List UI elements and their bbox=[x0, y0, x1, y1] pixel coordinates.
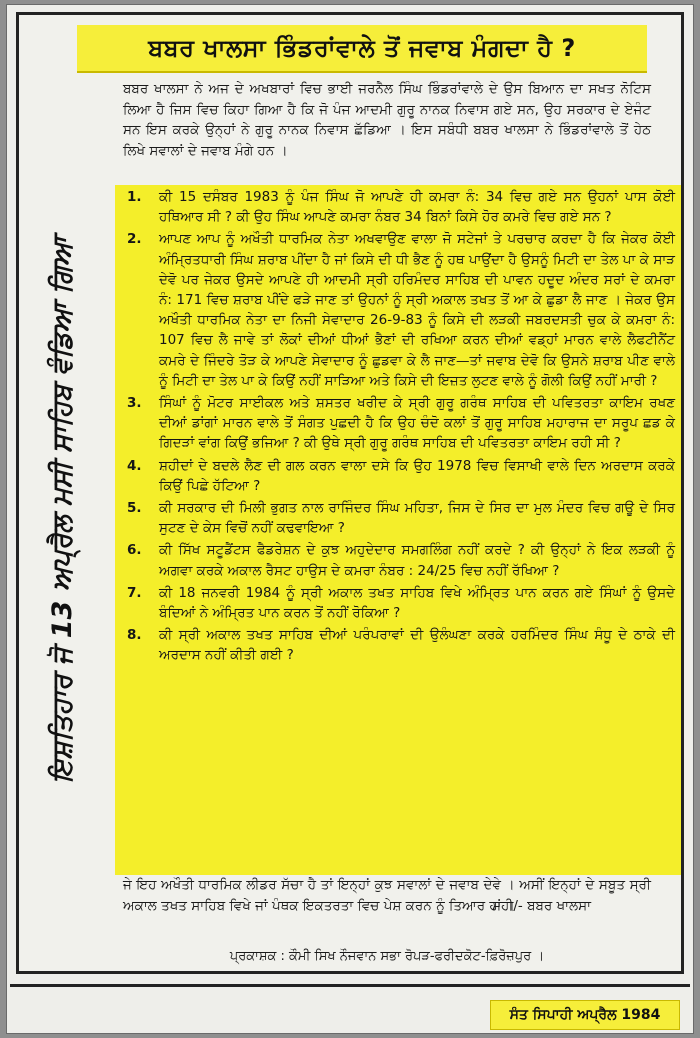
newspaper-page bbox=[6, 4, 694, 1034]
source-tag: ਸੰਤ ਸਿਪਾਹੀ ਅਪ੍ਰੈਲ 1984 bbox=[490, 1000, 680, 1030]
question-number: 8. bbox=[127, 627, 142, 644]
question-item bbox=[115, 229, 675, 391]
question-text: ਕੀ ਸਰਕਾਰ ਦੀ ਮਿਲੀ ਭੁਗਤ ਨਾਲ ਰਾਜਿੰਦਰ ਸਿੰਘ ਮਹਿਤਾ, ਜਿਸ ਦੇ ਸਿਰ ਦਾ ਮੁਲ ਮੰਦਰ ਵਿਚ ਗਊ ਦੇ ਸਿਰ ਸੁਟਣ ਦੇ ਕੇਸ ਵਿਚੋਂ ਨਹੀਂ ਕਢਵਾਇਆ ? bbox=[159, 500, 675, 537]
question-text: ਕੀ 15 ਦਸੰਬਰ 1983 ਨੂੰ ਪੰਜ ਸਿੰਘ ਜੋ ਆਪਣੇ ਹੀ ਕਮਰਾ ਨੰ: 34 ਵਿਚ ਗਏ ਸਨ ਉਹਨਾਂ ਪਾਸ ਕੋਈ ਹਥਿਆਰ ਸੀ ? ਕੀ ਉਹ ਸਿੰਘ ਆਪਣੇ ਕਮਰਾ ਨੰਬਰ 34 ਬਿਨਾਂ ਕਿਸੇ ਹੋਰ ਕਮਰੇ ਵਿਚ ਗਏ ਸਨ ? bbox=[159, 189, 675, 226]
question-item bbox=[115, 498, 675, 538]
question-number: 5. bbox=[127, 500, 142, 517]
question-number: 2. bbox=[127, 231, 142, 248]
question-number: 1. bbox=[127, 189, 142, 205]
question-text: ਸ਼ਹੀਦਾਂ ਦੇ ਬਦਲੇ ਲੈਣ ਦੀ ਗਲ ਕਰਨ ਵਾਲਾ ਦਸੇ ਕਿ ਉਹ 1978 ਵਿਚ ਵਿਸਾਖੀ ਵਾਲੇ ਦਿਨ ਅਰਦਾਸ ਕਰਕੇ ਕਿਉਂ ਪਿਛੇ ਹੱਟਿਆ ? bbox=[159, 457, 675, 494]
closing-paragraph bbox=[123, 875, 651, 917]
question-item bbox=[115, 393, 675, 454]
intro-paragraph: ਬਬਰ ਖਾਲਸਾ ਨੇ ਅਜ ਦੇ ਅਖਬਾਰਾਂ ਵਿਚ ਭਾਈ ਜਰਨੈਲ ਸਿੰਘ ਭਿੰਡਰਾਂਵਾਲੇ ਦੇ ਉਸ ਬਿਆਨ ਦਾ ਸਖਤ ਨੋਟਿਸ ਲਿਆ ਹੈ ਜਿਸ ਵਿਚ ਕਿਹਾ ਗਿਆ ਹੈ ਕਿ ਜੋ ਪੰਜ ਆਦਮੀ ਗੁਰੂ ਨਾਨਕ ਨਿਵਾਸ ਗਏ ਸਨ, ਉਹ ਸਰਕਾਰ ਦੇ ਏਜੰਟ ਸਨ ਇਸ ਕਰਕੇ ਉਨ੍ਹਾਂ ਨੇ ਗੁਰੂ ਨਾਨਕ ਨਿਵਾਸ ਛੱਡਿਆ । ਇਸ ਸਬੰਧੀ ਬਬਰ ਖਾਲਸਾ ਨੇ ਭਿੰਡਰਾਂਵਾਲੇ ਤੋਂ ਹੇਠ ਲਿਖੇ ਸਵਾਲਾਂ ਦੇ ਜਵਾਬ ਮੰਗੇ ਹਨ । bbox=[123, 81, 651, 159]
question-item bbox=[115, 625, 675, 665]
question-list bbox=[115, 187, 675, 668]
question-item bbox=[115, 187, 675, 227]
headline: ਬਬਰ ਖਾਲਸਾ ਭਿੰਡਰਾਂਵਾਲੇ ਤੋਂ ਜਵਾਬ ਮੰਗਦਾ ਹੈ ? bbox=[77, 25, 647, 73]
question-number: 4. bbox=[127, 457, 142, 474]
question-item bbox=[115, 540, 675, 580]
publisher-line: ਪ੍ਰਕਾਸ਼ਕ : ਕੌਮੀ ਸਿਖ ਨੌਜਵਾਨ ਸਭਾ ਰੋਪੜ-ਫਰੀਦਕੋਟ-ਫ਼ਿਰੋਜ਼ਪੁਰ । bbox=[229, 949, 545, 964]
question-text: ਕੀ ਸਿੱਖ ਸਟੂਡੈਂਟਸ ਫੈਡਰੇਸ਼ਨ ਦੇ ਕੁਝ ਅਹੁਦੇਦਾਰ ਸਮਗਲਿੰਗ ਨਹੀਂ ਕਰਦੇ ? ਕੀ ਉਨ੍ਹਾਂ ਨੇ ਇਕ ਲੜਕੀ ਨੂੰ ਅਗਵਾ ਕਰਕੇ ਅਕਾਲ ਰੈਸਟ ਹਾਉਸ ਦੇ ਕਮਰਾ ਨੰਬਰ : 24/25 ਵਿਚ ਨਹੀਂ ਰੱਖਿਆ ? bbox=[159, 542, 675, 579]
sidebar-caption-text: ਇਸ਼ਤਿਹਾਰ ਜੋ 13 ਅਪ੍ਰੈਲ ਮਸੀ ਸਾਹਿਬ ਵੰਡਿਆ ਗਿਆ bbox=[46, 236, 78, 784]
article-frame bbox=[16, 12, 684, 974]
question-number: 3. bbox=[127, 395, 142, 412]
question-item bbox=[115, 456, 675, 496]
vertical-sidebar-caption bbox=[25, 125, 99, 895]
question-text: ਆਪਣ ਆਪ ਨੂੰ ਅਖੌਤੀ ਧਾਰਮਿਕ ਨੇਤਾ ਅਖਵਾਉਣ ਵਾਲਾ ਜੋ ਸਟੇਜਾਂ ਤੇ ਪਰਚਾਰ ਕਰਦਾ ਹੈ ਕਿ ਜੇਕਰ ਕੋਈ ਅੰਮ੍ਰਿਤਧਾਰੀ ਸਿੰਘ ਸ਼ਰਾਬ ਪੀਂਦਾ ਹੈ ਜਾਂ ਕਿਸੇ ਦੀ ਧੀ ਭੈਣ ਨੂੰ ਹਥ ਪਾਉਂਦਾ ਹੈ ਉਸਨੂੰ ਮਿਟੀ ਦਾ ਤੇਲ ਪਾ ਕੇ ਸਾੜ ਦੇਵੋ ਪਰ ਜੇਕਰ ਉਸਦੇ ਆਪਣੇ ਹੀ ਆਦਮੀ ਸ੍ਰੀ ਹਰਿਮੰਦਰ ਸਾਹਿਬ ਦੀ ਪਾਵਨ ਹਦੂਦ ਅੰਦਰ ਸਰਾਂ ਦੇ ਕਮਰਾ ਨੰ: 171 ਵਿਚ ਸ਼ਰਾਬ ਪੀਂਦੇ ਫੜੇ ਜਾਣ ਤਾਂ ਉਹਨਾਂ ਨੂੰ ਸ੍ਰੀ ਅਕਾਲ ਤਖਤ ਤੋਂ ਆ ਕੇ ਛੁਡਾ ਲੈ ਜਾਣ । ਜੇਕਰ ਉਸ ਅਖੌਤੀ ਧਾਰਮਿਕ ਨੇਤਾ ਦਾ ਨਿਜੀ ਸੇਵਾਦਾਰ 26-9-83 ਨੂੰ ਕਿਸੇ ਦੀ ਲੜਕੀ ਜਬਰਦਸਤੀ ਚੁਕ ਕੇ ਕਮਰਾ ਨੰ: 107 ਵਿਚ ਲੈ ਜਾਵੇ ਤਾਂ ਲੋਕਾਂ ਦੀਆਂ ਧੀਆਂ ਭੈਣਾਂ ਦੀ ਰਖਿਆ ਕਰਨ ਦੀਆਂ ਵਡ੍ਹਾਂ ਮਾਰਨ ਵਾਲੇ ਲੈਫਟੀਨੈਂਟ ਕਮਰੇ ਦੇ ਜਿੰਦਰੇ ਤੋੜ ਕੇ ਆਪਣੇ ਸੇਵਾਦਾਰ ਨੂੰ ਛੁਡਵਾ ਕੇ ਲੈ ਜਾਣ—ਤਾਂ ਜਵਾਬ ਦੇਵੋ ਕਿ ਉਸਨੇ ਸ਼ਰਾਬ ਪੀਣ ਵਾਲੇ ਨੂੰ ਮਿਟੀ ਦਾ ਤੇਲ ਪਾ ਕੇ ਕਿਉਂ ਨਹੀਂ ਸਾੜਿਆ ਅਤੇ ਕਿਸੇ ਦੀ ਇਜ਼ਤ ਲੁਟਣ ਵਾਲੇ ਨੂੰ ਗੋਲੀ ਕਿਉਂ ਨਹੀਂ ਮਾਰੀ ? bbox=[159, 231, 675, 389]
question-text: ਕੀ 18 ਜਨਵਰੀ 1984 ਨੂੰ ਸ੍ਰੀ ਅਕਾਲ ਤਖਤ ਸਾਹਿਬ ਵਿਖੇ ਅੰਮ੍ਰਿਤ ਪਾਨ ਕਰਨ ਗਏ ਸਿੰਘਾਂ ਨੂੰ ਉਸਦੇ ਬੰਦਿਆਂ ਨੇ ਅੰਮ੍ਰਿਤ ਪਾਨ ਕਰਨ ਤੋਂ ਨਹੀਂ ਰੋਕਿਆ ? bbox=[159, 584, 675, 622]
signature: ਸਹੀ/- ਬਬਰ ਖਾਲਸਾ bbox=[492, 898, 591, 914]
divider-rule bbox=[10, 984, 690, 987]
closing-text: ਜੇ ਇਹ ਅਖੌਤੀ ਧਾਰਮਿਕ ਲੀਡਰ ਸੱਚਾ ਹੈ ਤਾਂ ਇਨ੍ਹਾਂ ਕੁਝ ਸਵਾਲਾਂ ਦੇ ਜਵਾਬ ਦੇਵੇ । ਅਸੀਂ ਇਨ੍ਹਾਂ ਦੇ ਸਬੂਤ ਸ੍ਰੀ ਅਕਾਲ ਤਖਤ ਸਾਹਿਬ ਵਿਖੇ ਜਾਂ ਪੰਥਕ ਇਕਤਰਤਾ ਵਿਚ ਪੇਸ਼ ਕਰਨ ਨੂੰ ਤਿਆਰ ਹਾਂ । bbox=[123, 877, 651, 914]
question-text: ਕੀ ਸ੍ਰੀ ਅਕਾਲ ਤਖਤ ਸਾਹਿਬ ਦੀਆਂ ਪਰੰਪਰਾਵਾਂ ਦੀ ਉਲੰਘਣਾ ਕਰਕੇ ਹਰਮਿੰਦਰ ਸਿੰਘ ਸੰਧੂ ਦੇ ਠਾਕੇ ਦੀ ਅਰਦਾਸ ਨਹੀਂ ਕੀਤੀ ਗਈ ? bbox=[159, 627, 675, 664]
question-text: ਸਿੰਘਾਂ ਨੂੰ ਮੋਟਰ ਸਾਈਕਲ ਅਤੇ ਸ਼ਸਤਰ ਖਰੀਦ ਕੇ ਸ੍ਰੀ ਗੁਰੂ ਗਰੰਥ ਸਾਹਿਬ ਦੀ ਪਵਿਤਰਤਾ ਕਾਇਮ ਰਖਣ ਦੀਆਂ ਡਾਂਗਾਂ ਮਾਰਨ ਵਾਲੇ ਤੋਂ ਸੰਗਤ ਪੁਛਦੀ ਹੈ ਕਿ ਉਹ ਚੰਦੋ ਕਲਾਂ ਤੋਂ ਗੁਰੂ ਸਾਹਿਬ ਮਹਾਰਾਜ ਦਾ ਸਰੂਪ ਛਡ ਕੇ ਗਿਦੜਾਂ ਵਾਂਗ ਕਿਉਂ ਭਜਿਆ ? ਕੀ ਉਥੇ ਸ੍ਰੀ ਗੁਰੂ ਗਰੰਥ ਸਾਹਿਬ ਦੀ ਪਵਿਤਰਤਾ ਕਾਇਮ ਰਹੀ ਸੀ ? bbox=[159, 395, 675, 452]
question-number: 6. bbox=[127, 542, 142, 559]
question-number: 7. bbox=[127, 584, 142, 601]
question-item bbox=[115, 583, 675, 623]
